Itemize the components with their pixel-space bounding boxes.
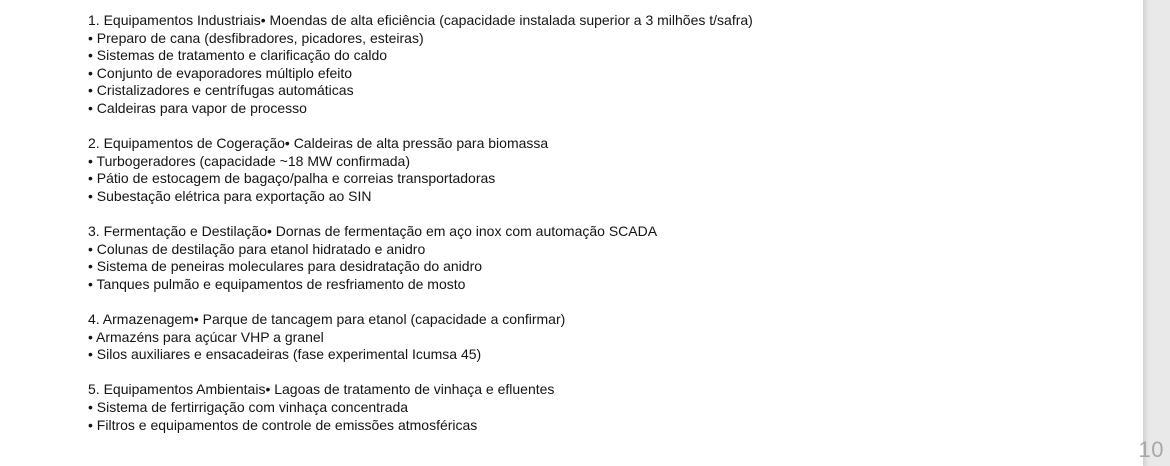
section-fermentation-distillation: [88, 223, 1128, 293]
bullet-item: • Preparo de cana (desfibradores, picadores, esteiras): [88, 29, 424, 46]
bullet-item: • Conjunto de evaporadores múltiplo efeito: [88, 64, 353, 81]
bullet-item: • Armazéns para açúcar VHP a granel: [88, 328, 324, 345]
section-heading: 5. Equipamentos Ambientais• Lagoas de tratamento de vinhaça e efluentes: [88, 381, 555, 398]
bullet-item: • Turbogeradores (capacidade ~18 MW confirmada): [88, 152, 411, 169]
section-heading: 4. Armazenagem• Parque de tancagem para etanol (capacidade a confirmar): [88, 311, 566, 328]
bullet-item: • Colunas de destilação para etanol hidratado e anidro: [88, 240, 426, 257]
section-heading: 3. Fermentação e Destilação• Dornas de fermentação em aço inox com automação SCADA: [88, 223, 658, 240]
section-storage: [88, 311, 1128, 364]
section-industrial-equipment: [88, 12, 1128, 118]
bullet-item: • Pátio de estocagem de bagaço/palha e correias transportadoras: [88, 170, 496, 187]
bullet-item: • Filtros e equipamentos de controle de emissões atmosféricas: [88, 416, 478, 433]
bullet-item: • Sistema de peneiras moleculares para desidratação do anidro: [88, 258, 483, 275]
page-number: 10: [1138, 437, 1164, 462]
bullet-item: • Sistemas de tratamento e clarificação do caldo: [88, 47, 388, 64]
bullet-item: • Subestação elétrica para exportação ao SIN: [88, 187, 372, 204]
section-heading: 2. Equipamentos de Cogeração• Caldeiras de alta pressão para biomassa: [88, 135, 549, 152]
bullet-item: • Tanques pulmão e equipamentos de resfriamento de mosto: [88, 275, 466, 292]
document-body: [88, 12, 1128, 452]
bullet-item: • Sistema de fertirrigação com vinhaça concentrada: [88, 399, 409, 416]
bullet-item: • Caldeiras para vapor de processo: [88, 99, 307, 116]
bullet-item: • Cristalizadores e centrífugas automáticas: [88, 82, 354, 99]
section-environmental-equipment: [88, 381, 1128, 434]
page-edge-shadow: [1143, 0, 1149, 466]
bullet-item: • Silos auxiliares e ensacadeiras (fase experimental Icumsa 45): [88, 346, 482, 363]
section-cogeneration-equipment: [88, 135, 1128, 205]
section-heading: 1. Equipamentos Industriais• Moendas de alta eficiência (capacidade instalada superior a 3 milhões t/safra): [88, 12, 753, 28]
